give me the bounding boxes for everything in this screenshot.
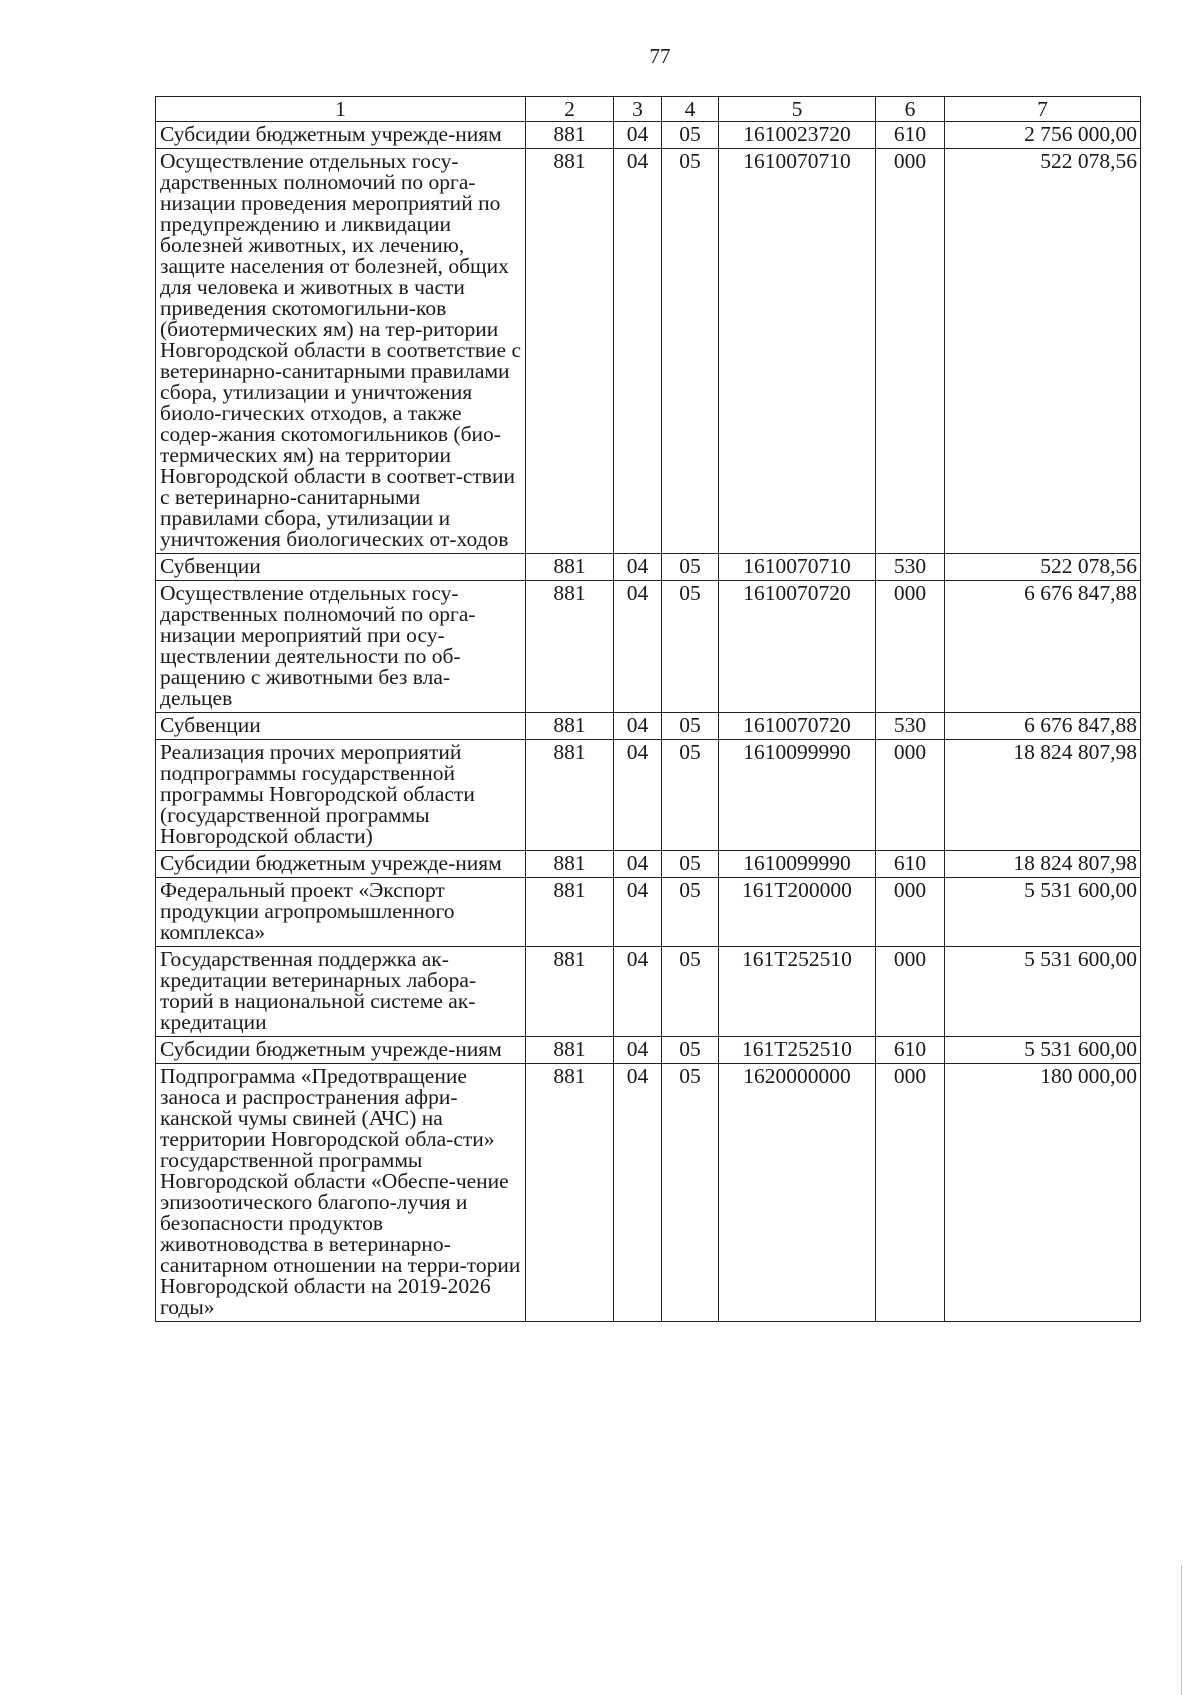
- expense-type-cell: 000: [876, 1064, 945, 1322]
- expense-type-cell: 610: [876, 851, 945, 878]
- column-header: 1: [156, 97, 526, 122]
- column-header: 7: [945, 97, 1141, 122]
- target-article-cell: 1610070710: [719, 149, 876, 554]
- subsection-code-cell: 05: [662, 149, 719, 554]
- row-name-cell: Федеральный проект «Экспорт продукции агропромышленного комплекса»: [156, 878, 526, 947]
- table-row: [156, 554, 1141, 581]
- subsection-code-cell: 05: [662, 740, 719, 851]
- section-code-cell: 04: [614, 878, 662, 947]
- ministry-code-cell: 881: [526, 554, 614, 581]
- amount-cell: 18 824 807,98: [945, 740, 1141, 851]
- row-name-cell: Осуществление отдельных госу-дарственных полномочий по орга-низации мероприятий при осу-ществлении деятельности по об-ращению с животными без вла-дельцев: [156, 581, 526, 713]
- ministry-code-cell: 881: [526, 878, 614, 947]
- section-code-cell: 04: [614, 122, 662, 149]
- expense-type-cell: 000: [876, 581, 945, 713]
- expense-type-cell: 530: [876, 554, 945, 581]
- ministry-code-cell: 881: [526, 122, 614, 149]
- expense-type-cell: 000: [876, 947, 945, 1037]
- section-code-cell: 04: [614, 1037, 662, 1064]
- amount-cell: 5 531 600,00: [945, 1037, 1141, 1064]
- target-article-cell: 1610023720: [719, 122, 876, 149]
- amount-cell: 2 756 000,00: [945, 122, 1141, 149]
- expense-type-cell: 530: [876, 713, 945, 740]
- ministry-code-cell: 881: [526, 149, 614, 554]
- target-article-cell: 1610070720: [719, 581, 876, 713]
- section-code-cell: 04: [614, 581, 662, 713]
- section-code-cell: 04: [614, 554, 662, 581]
- row-name-cell: Подпрограмма «Предотвращение заноса и распространения афри-канской чумы свиней (АЧС) на территории Новгородской обла-сти» государственной программы Новгородской области «Обеспе-чение эпизоотического благопо-лучия и безопасности продуктов животноводства в ветеринарно-санитарном отношении на терри-тории Новгородской области на 2019-2026 годы»: [156, 1064, 526, 1322]
- column-header: 6: [876, 97, 945, 122]
- amount-cell: 5 531 600,00: [945, 878, 1141, 947]
- amount-cell: 6 676 847,88: [945, 713, 1141, 740]
- target-article-cell: 161T252510: [719, 947, 876, 1037]
- ministry-code-cell: 881: [526, 1064, 614, 1322]
- section-code-cell: 04: [614, 1064, 662, 1322]
- table-row: [156, 851, 1141, 878]
- amount-cell: 5 531 600,00: [945, 947, 1141, 1037]
- section-code-cell: 04: [614, 149, 662, 554]
- section-code-cell: 04: [614, 947, 662, 1037]
- ministry-code-cell: 881: [526, 1037, 614, 1064]
- subsection-code-cell: 05: [662, 122, 719, 149]
- table-row: [156, 713, 1141, 740]
- column-header: 4: [662, 97, 719, 122]
- expense-type-cell: 000: [876, 149, 945, 554]
- table-row: [156, 122, 1141, 149]
- column-header: 5: [719, 97, 876, 122]
- row-name-cell: Субвенции: [156, 713, 526, 740]
- subsection-code-cell: 05: [662, 947, 719, 1037]
- table-row: [156, 740, 1141, 851]
- table-row: [156, 947, 1141, 1037]
- subsection-code-cell: 05: [662, 713, 719, 740]
- row-name-cell: Государственная поддержка ак-кредитации ветеринарных лабора-торий в национальной системе ак-кредитации: [156, 947, 526, 1037]
- ministry-code-cell: 881: [526, 947, 614, 1037]
- budget-table: [155, 96, 1141, 1322]
- row-name-cell: Субсидии бюджетным учрежде-ниям: [156, 1037, 526, 1064]
- ministry-code-cell: 881: [526, 851, 614, 878]
- row-name-cell: Осуществление отдельных госу-дарственных полномочий по орга-низации проведения мероприятий по предупреждению и ликвидации болезней животных, их лечению, защите населения от болезней, общих для человека и животных в части приведения скотомогильни-ков (биотермических ям) на тер-ритории Новгородской области в соответствие с ветеринарно-санитарными правилами сбора, утилизации и уничтожения биоло-гических отходов, а также содер-жания скотомогильников (био-термических ям) на территории Новгородской области в соответ-ствии с ветеринарно-санитарными правилами сбора, утилизации и уничтожения биологических от-ходов: [156, 149, 526, 554]
- subsection-code-cell: 05: [662, 1037, 719, 1064]
- table-row: [156, 149, 1141, 554]
- subsection-code-cell: 05: [662, 1064, 719, 1322]
- scan-edge-line: [1181, 1565, 1182, 1695]
- target-article-cell: 1610099990: [719, 851, 876, 878]
- target-article-cell: 161T252510: [719, 1037, 876, 1064]
- subsection-code-cell: 05: [662, 878, 719, 947]
- row-name-cell: Реализация прочих мероприятий подпрограммы государственной программы Новгородской области (государственной программы Новгородской области): [156, 740, 526, 851]
- target-article-cell: 1610070720: [719, 713, 876, 740]
- column-header: 2: [526, 97, 614, 122]
- amount-cell: 18 824 807,98: [945, 851, 1141, 878]
- table-row: [156, 581, 1141, 713]
- table-row: [156, 1064, 1141, 1322]
- expense-type-cell: 000: [876, 740, 945, 851]
- target-article-cell: 1610099990: [719, 740, 876, 851]
- ministry-code-cell: 881: [526, 740, 614, 851]
- ministry-code-cell: 881: [526, 713, 614, 740]
- section-code-cell: 04: [614, 740, 662, 851]
- table-row: [156, 1037, 1141, 1064]
- expense-type-cell: 610: [876, 1037, 945, 1064]
- row-name-cell: Субсидии бюджетным учрежде-ниям: [156, 122, 526, 149]
- subsection-code-cell: 05: [662, 851, 719, 878]
- subsection-code-cell: 05: [662, 554, 719, 581]
- section-code-cell: 04: [614, 851, 662, 878]
- target-article-cell: 161T200000: [719, 878, 876, 947]
- amount-cell: 180 000,00: [945, 1064, 1141, 1322]
- subsection-code-cell: 05: [662, 581, 719, 713]
- table-row: [156, 878, 1141, 947]
- amount-cell: 522 078,56: [945, 554, 1141, 581]
- target-article-cell: 1620000000: [719, 1064, 876, 1322]
- page-number: 77: [649, 44, 671, 68]
- amount-cell: 6 676 847,88: [945, 581, 1141, 713]
- row-name-cell: Субсидии бюджетным учрежде-ниям: [156, 851, 526, 878]
- target-article-cell: 1610070710: [719, 554, 876, 581]
- amount-cell: 522 078,56: [945, 149, 1141, 554]
- expense-type-cell: 610: [876, 122, 945, 149]
- ministry-code-cell: 881: [526, 581, 614, 713]
- row-name-cell: Субвенции: [156, 554, 526, 581]
- column-header: 3: [614, 97, 662, 122]
- section-code-cell: 04: [614, 713, 662, 740]
- table-header-row: [156, 97, 1141, 122]
- expense-type-cell: 000: [876, 878, 945, 947]
